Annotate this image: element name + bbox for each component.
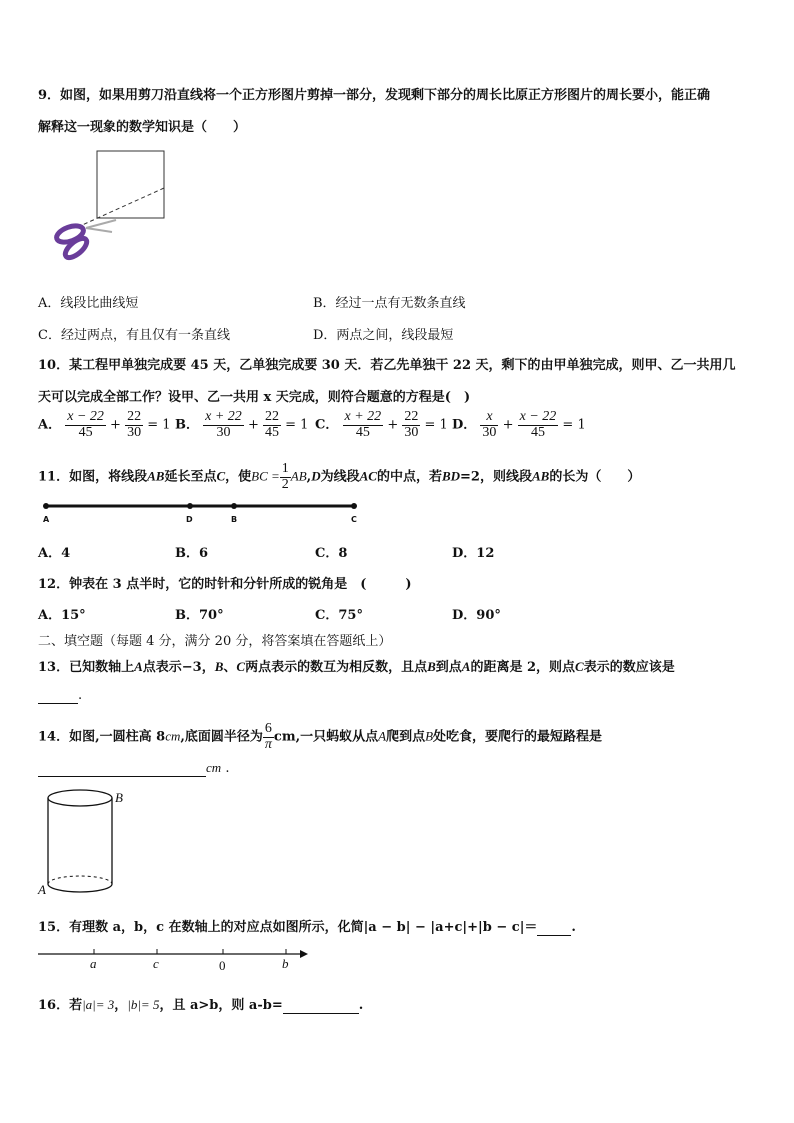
label-a: A: [38, 882, 46, 897]
q10-text-line1: 10．某工程甲单独完成要 45 天，乙单独完成要 30 天．若乙先单独干 22 天，剩下的由甲单独完成，则甲、乙一共用几: [38, 358, 736, 373]
q11-option-b: B．6: [175, 546, 209, 561]
label-d: D: [186, 515, 193, 524]
q14-cylinder-figure: [36, 788, 136, 900]
q12-option-c: C．75°: [315, 608, 363, 623]
label-a: a: [90, 956, 97, 971]
q10-option-a: A． $\frac{x - 22}{45}$ + $\frac{22}{30}$ = 1: [38, 409, 171, 440]
q11-option-d: D．12: [452, 546, 495, 561]
q9-option-d: D．两点之间，线段最短: [313, 328, 454, 343]
label-zero: 0: [219, 958, 226, 973]
q14-text: 14．如图,一圆柱高 8cm,底面圆半径为 $\frac{6}{\pi}$ cm,一只蚂蚁从点A爬到点B处吃食，要爬行的最短路程是: [38, 721, 603, 752]
scissors-icon: [54, 220, 116, 261]
q11-text: 11．如图，将线段AB延长至点C，使BC = $\frac{1}{2}$ AB,D为线段AC的中点，若BD=2，则线段AB的长为（ ）: [38, 461, 641, 492]
cylinder-bottom-back: [48, 876, 112, 884]
q9-text-line2: 解释这一现象的数学知识是（ ）: [38, 120, 247, 135]
label-a: A: [43, 515, 50, 524]
q15-number-line: [38, 946, 308, 974]
q12-option-a: A．15°: [38, 608, 86, 623]
label-b: B: [231, 515, 238, 524]
cylinder-bottom-front: [48, 884, 112, 892]
q15-blank[interactable]: [537, 920, 571, 936]
square-picture: [97, 151, 164, 218]
q13-blank[interactable]: [38, 688, 78, 704]
q16-blank[interactable]: [283, 998, 359, 1014]
q12-option-d: D．90°: [452, 608, 501, 623]
q14-answer-line[interactable]: cm .: [38, 760, 229, 777]
q9-option-a: A．线段比曲线短: [38, 296, 139, 311]
q12-text: 12．钟表在 3 点半时，它的时针和分针所成的锐角是 ( ): [38, 577, 412, 592]
label-b: B: [115, 790, 123, 805]
point-b: [231, 503, 237, 509]
q10-text-line2: 天可以完成全部工作？设甲、乙一共用 x 天完成，则符合题意的方程是( ): [38, 390, 471, 405]
point-a: [43, 503, 49, 509]
cylinder-top: [48, 790, 112, 806]
q13-text: 13．已知数轴上A点表示−3，B、C两点表示的数互为相反数，且点B到点A的距离是 2，则点C表示的数应该是: [38, 659, 675, 675]
q14-blank[interactable]: [38, 761, 206, 777]
q9-option-b: B．经过一点有无数条直线: [313, 296, 466, 311]
point-d: [187, 503, 193, 509]
q11-option-a: A．4: [38, 546, 71, 561]
q13-answer-line[interactable]: .: [38, 688, 82, 704]
q9-figure: [50, 148, 170, 268]
label-c: C: [351, 515, 357, 524]
q10-option-c: C． $\frac{x + 22}{45}$ + $\frac{22}{30}$ = 1: [315, 409, 448, 440]
cut-line: [80, 188, 164, 226]
label-c: c: [153, 956, 159, 971]
q10-option-d: D． $\frac{x}{30}$ + $\frac{x - 22}{45}$ = 1: [452, 409, 586, 440]
q10-option-b: B． $\frac{x + 22}{30}$ + $\frac{22}{45}$ = 1: [175, 409, 309, 440]
q16-text: 16．若|a|= 3，|b|= 5，且 a>b，则 a-b= .: [38, 997, 364, 1013]
q9-text-line1: 9．如图，如果用剪刀沿直线将一个正方形图片剪掉一部分，发现剩下部分的周长比原正方形图片的周长要小，能正确: [38, 88, 711, 103]
point-c: [351, 503, 357, 509]
q12-option-b: B．70°: [175, 608, 224, 623]
q11-option-c: C．8: [315, 546, 348, 561]
section-heading: 二、填空题（每题 4 分，满分 20 分，将答案填在答题纸上）: [38, 634, 392, 649]
q9-option-c: C．经过两点，有且仅有一条直线: [38, 328, 230, 343]
label-b: b: [282, 956, 289, 971]
q15-text: 15．有理数 a，b，c 在数轴上的对应点如图所示，化简|a − b| − |a+c|+|b − c|＝ .: [38, 920, 576, 935]
q11-segment-figure: [38, 498, 368, 528]
